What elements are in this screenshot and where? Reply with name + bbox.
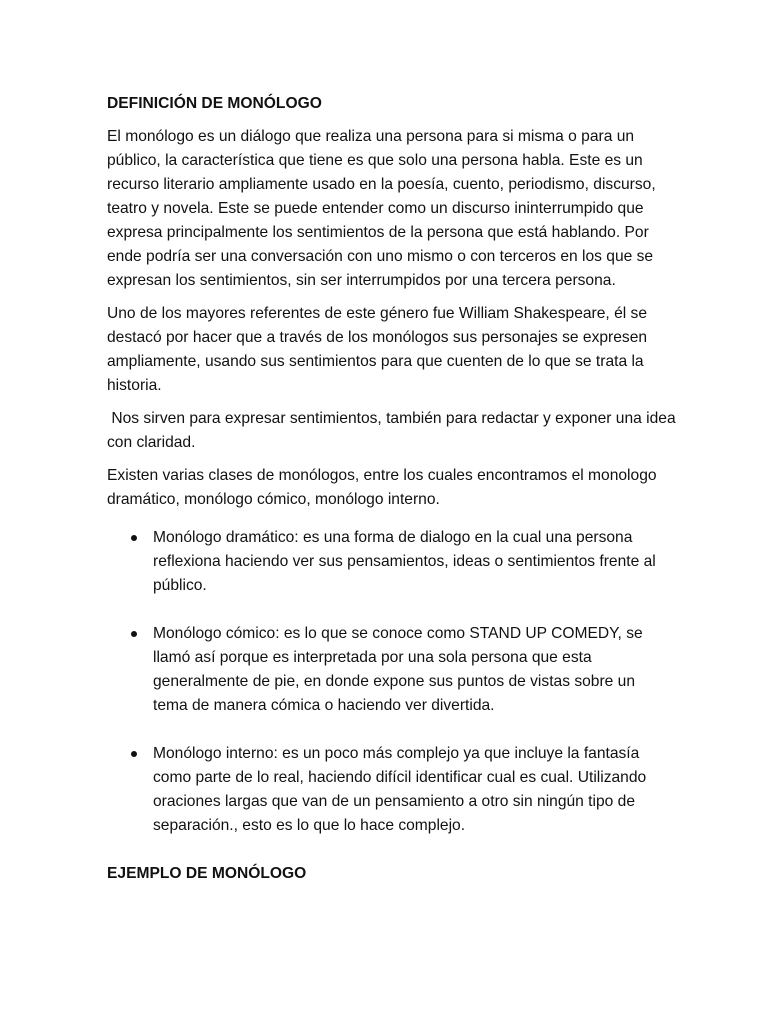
section-heading-example: EJEMPLO DE MONÓLOGO [107,865,307,882]
paragraph-shakespeare: Uno de los mayores referentes de este género fue William Shakespeare, él se destacó por hacer que a través de los monólogos sus personajes se expresen ampliamente, usando sus sentimientos para que cuenten de lo que se trata la historia. [107,305,648,394]
bullet-icon [131,751,137,757]
bullet-icon [131,631,137,637]
list-item-internal [107,742,663,838]
section-heading-definition: DEFINICIÓN DE MONÓLOGO [107,95,322,112]
monologue-types-list [107,526,677,838]
list-item-text: Monólogo cómico: es lo que se conoce como STAND UP COMEDY, se llamó así porque es interpretada por una sola persona que esta generalmente de pie, en donde expone sus puntos de vistas sobre un tema de manera cómica o haciendo ver divertida. [153,625,643,714]
list-item-dramatic [107,526,663,598]
paragraph-definition: El monólogo es un diálogo que realiza una persona para si misma o para un público, la característica que tiene es que solo una persona habla. Este es un recurso literario ampliamente usado en la poesía, cuento, periodismo, discurso, teatro y novela. Este se puede entender como un discurso ininterrumpido que expresa principalmente los sentimientos de la persona que está hablando. Por ende podría ser una conversación con uno mismo o con terceros en los que se expresan los sentimientos, sin ser interrumpidos por una tercera persona. [107,128,656,289]
paragraph-purpose: Nos sirven para expresar sentimientos, también para redactar y exponer una idea con claridad. [107,410,680,451]
document-body [107,92,680,895]
list-item-comic [107,622,663,718]
list-item-text: Monólogo interno: es un poco más complejo ya que incluye la fantasía como parte de lo real, haciendo difícil identificar cual es cual. Utilizando oraciones largas que van de un pensamiento a otro sin ningún tipo de separación., esto es lo que lo hace complejo. [153,745,647,834]
bullet-icon [131,535,137,541]
paragraph-types-intro: Existen varias clases de monólogos, entre los cuales encontramos el monologo dramático, monólogo cómico, monólogo interno. [107,467,657,508]
list-item-text: Monólogo dramático: es una forma de dialogo en la cual una persona reflexiona haciendo ver sus pensamientos, ideas o sentimientos frente al público. [153,529,656,594]
